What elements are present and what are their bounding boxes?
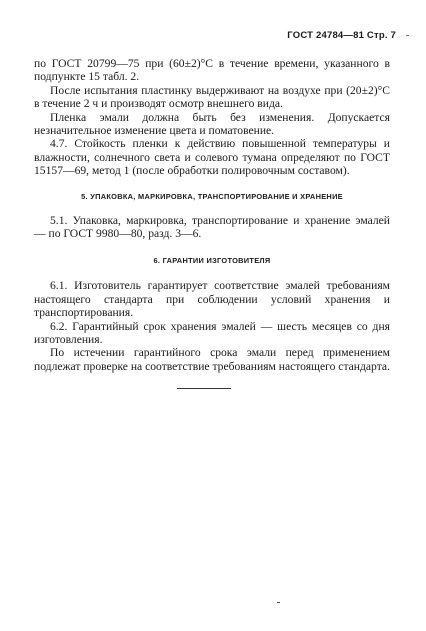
document-body: [34, 57, 390, 373]
page-dot: [277, 602, 280, 603]
clause-6-1: 6.1. Изготовитель гарантирует соответствие эмалей требованиям настоящего стандарта при соблюдении условий хранения и транспортирования.: [34, 279, 390, 320]
section-6-heading: 6. ГАРАНТИИ ИЗГОТОВИТЕЛЯ: [153, 255, 271, 265]
clause-4-7: 4.7. Стойкость пленки к действию повышенной температуры и влажности, солнечного света и солевого тумана определяют по ГОСТ 15157—69, метод 1 (после обработки полировочным составом).: [34, 137, 390, 178]
end-rule: [177, 388, 231, 389]
section-5-heading: 5. УПАКОВКА, МАРКИРОВКА, ТРАНСПОРТИРОВАНИЕ И ХРАНЕНИЕ: [81, 191, 343, 201]
corner-mark: [406, 35, 409, 36]
clause-6-2: 6.2. Гарантийный срок хранения эмалей — шесть месяцев со дня изготовления.: [34, 319, 390, 346]
running-header: ГОСТ 24784—81 Стр. 7: [287, 30, 396, 41]
paragraph: по ГОСТ 20799—75 при (60±2)°С в течение времени, указанного в подпункте 15 табл. 2.: [34, 57, 390, 84]
paragraph: После испытания пластинку выдерживают на воздухе при (20±2)°С в течение 2 ч и производят осмотр внешнего вида.: [34, 83, 390, 111]
clause-5-1: 5.1. Упаковка, маркировка, транспортирование и хранение эмалей — по ГОСТ 9980—80, разд. 3—6.: [34, 214, 390, 241]
paragraph: По истечении гарантийного срока эмали перед применением подлежат проверке на соответствие требованиям настоящего стандарта.: [34, 346, 390, 373]
paragraph: Пленка эмали должна быть без изменения. Допускается незначительное изменение цвета и поматовение.: [34, 110, 390, 138]
